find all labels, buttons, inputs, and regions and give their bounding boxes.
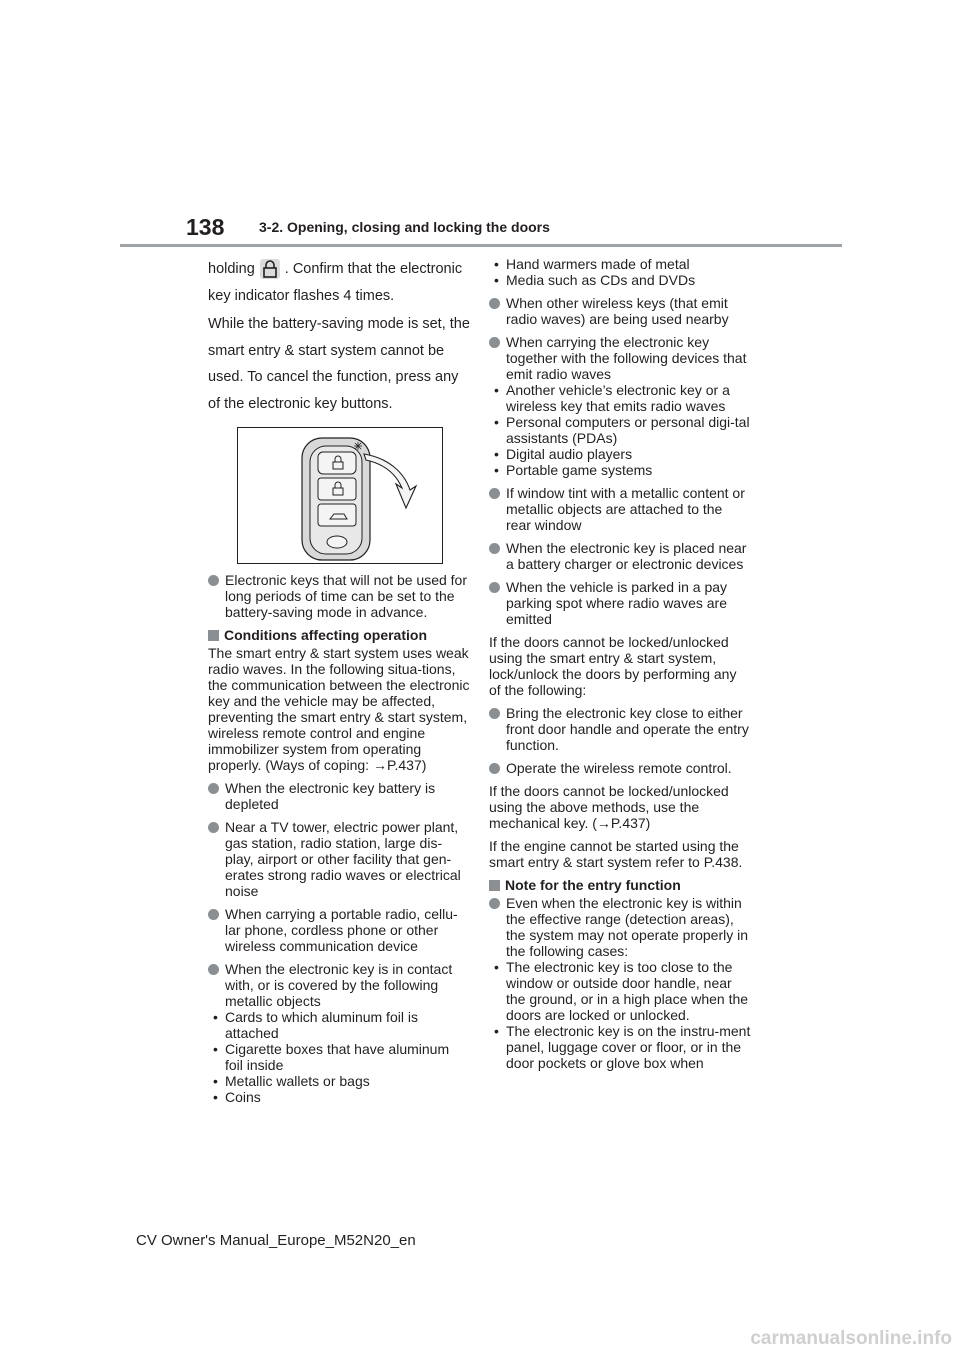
- sub-item: • Portable game systems: [489, 462, 751, 478]
- header-divider: [120, 244, 842, 247]
- mechanical-key-paragraph: If the doors cannot be locked/unlocked using the above methods, use the mechanical key. (→P.437): [489, 783, 729, 831]
- page-header: [0, 0, 960, 260]
- footer-manual-name: CV Owner's Manual_Europe_M52N20_en: [136, 1232, 416, 1249]
- sub-item: • Media such as CDs and DVDs: [489, 272, 751, 288]
- intro-paragraph: [208, 256, 470, 309]
- list-item: Bring the electronic key close to either front door handle and operate the entry function.: [489, 705, 751, 753]
- lock-unlock-paragraph: If the doors cannot be locked/unlocked using the smart entry & start system, lock/unlock the doors by performing any of the following:: [489, 634, 737, 698]
- list-item: When the electronic key is placed near a battery charger or electronic devices: [489, 540, 751, 572]
- list-item: When other wireless keys (that emit radio waves) are being used nearby: [489, 295, 751, 327]
- conditions-paragraph: The smart entry & start system uses weak radio waves. In the following situa-tions, the communication between the electronic key and the vehicle may be affected, preventing the smart entry & start system, wireless remote control and engine immobilizer system from operating properly. (Ways of coping: →P.437): [208, 645, 470, 773]
- right-column: [489, 256, 751, 1071]
- battery-saving-note: While the battery-saving mode is set, the smart entry & start system cannot be used. To cancel the function, press any of the electronic key buttons.: [208, 316, 470, 412]
- sub-item: • Metallic wallets or bags: [208, 1073, 470, 1089]
- sub-item: • Cards to which aluminum foil is attached: [208, 1009, 470, 1041]
- sub-item: • Coins: [208, 1089, 470, 1105]
- engine-start-paragraph: If the engine cannot be started using the smart entry & start system refer to P.438.: [489, 838, 743, 870]
- heading-note-entry: Note for the entry function: [489, 877, 751, 893]
- list-item: Operate the wireless remote control.: [489, 760, 751, 776]
- sub-item: • Cigarette boxes that have aluminum foil inside: [208, 1041, 470, 1073]
- intro-text-b: . Confirm that the electronic key indicator flashes 4 times.: [208, 261, 463, 304]
- list-item: When the vehicle is parked in a pay parking spot where radio waves are emitted: [489, 579, 751, 627]
- sub-item: • Personal computers or personal digi-tal assistants (PDAs): [489, 414, 751, 446]
- sub-item: • The electronic key is on the instru-ment panel, luggage cover or floor, or in the door pockets or glove box when: [489, 1023, 751, 1071]
- page-number: 138: [186, 214, 225, 240]
- list-item: When the electronic key is in contact with, or is covered by the following metallic objects: [208, 961, 470, 1009]
- sub-item: • Digital audio players: [489, 446, 751, 462]
- battery-saving-bullet: Electronic keys that will not be used for long periods of time can be set to the battery-saving mode in advance.: [208, 572, 470, 620]
- sub-item: • Another vehicle’s electronic key or a wireless key that emits radio waves: [489, 382, 751, 414]
- list-item: When the electronic key battery is depleted: [208, 780, 470, 812]
- lock-button-icon: [259, 258, 281, 280]
- list-item: When carrying a portable radio, cellu-lar phone, cordless phone or other wireless communication device: [208, 906, 470, 954]
- list-item: Even when the electronic key is within the effective range (detection areas), the system may not operate properly in the following cases:: [489, 895, 751, 959]
- sub-item: • The electronic key is too close to the window or outside door handle, near the ground, or in a high place when the doors are locked or unlocked.: [489, 959, 751, 1023]
- electronic-key-fob-icon: [238, 428, 442, 563]
- watermark: carmanualsonline.info: [750, 1328, 952, 1349]
- key-fob-figure: [237, 427, 443, 564]
- list-item: When carrying the electronic key together with the following devices that emit radio waves: [489, 334, 751, 382]
- left-column: [208, 256, 470, 1105]
- list-item: If window tint with a metallic content or metallic objects are attached to the rear window: [489, 485, 751, 533]
- section-title: 3-2. Opening, closing and locking the doors: [259, 219, 550, 235]
- sub-item: • Hand warmers made of metal: [489, 256, 751, 272]
- list-item: Near a TV tower, electric power plant, gas station, radio station, large dis-play, airport or other facility that gen-erates strong radio waves or electrical noise: [208, 819, 470, 899]
- heading-conditions: Conditions affecting operation: [208, 627, 470, 643]
- intro-text-a: holding: [208, 261, 255, 277]
